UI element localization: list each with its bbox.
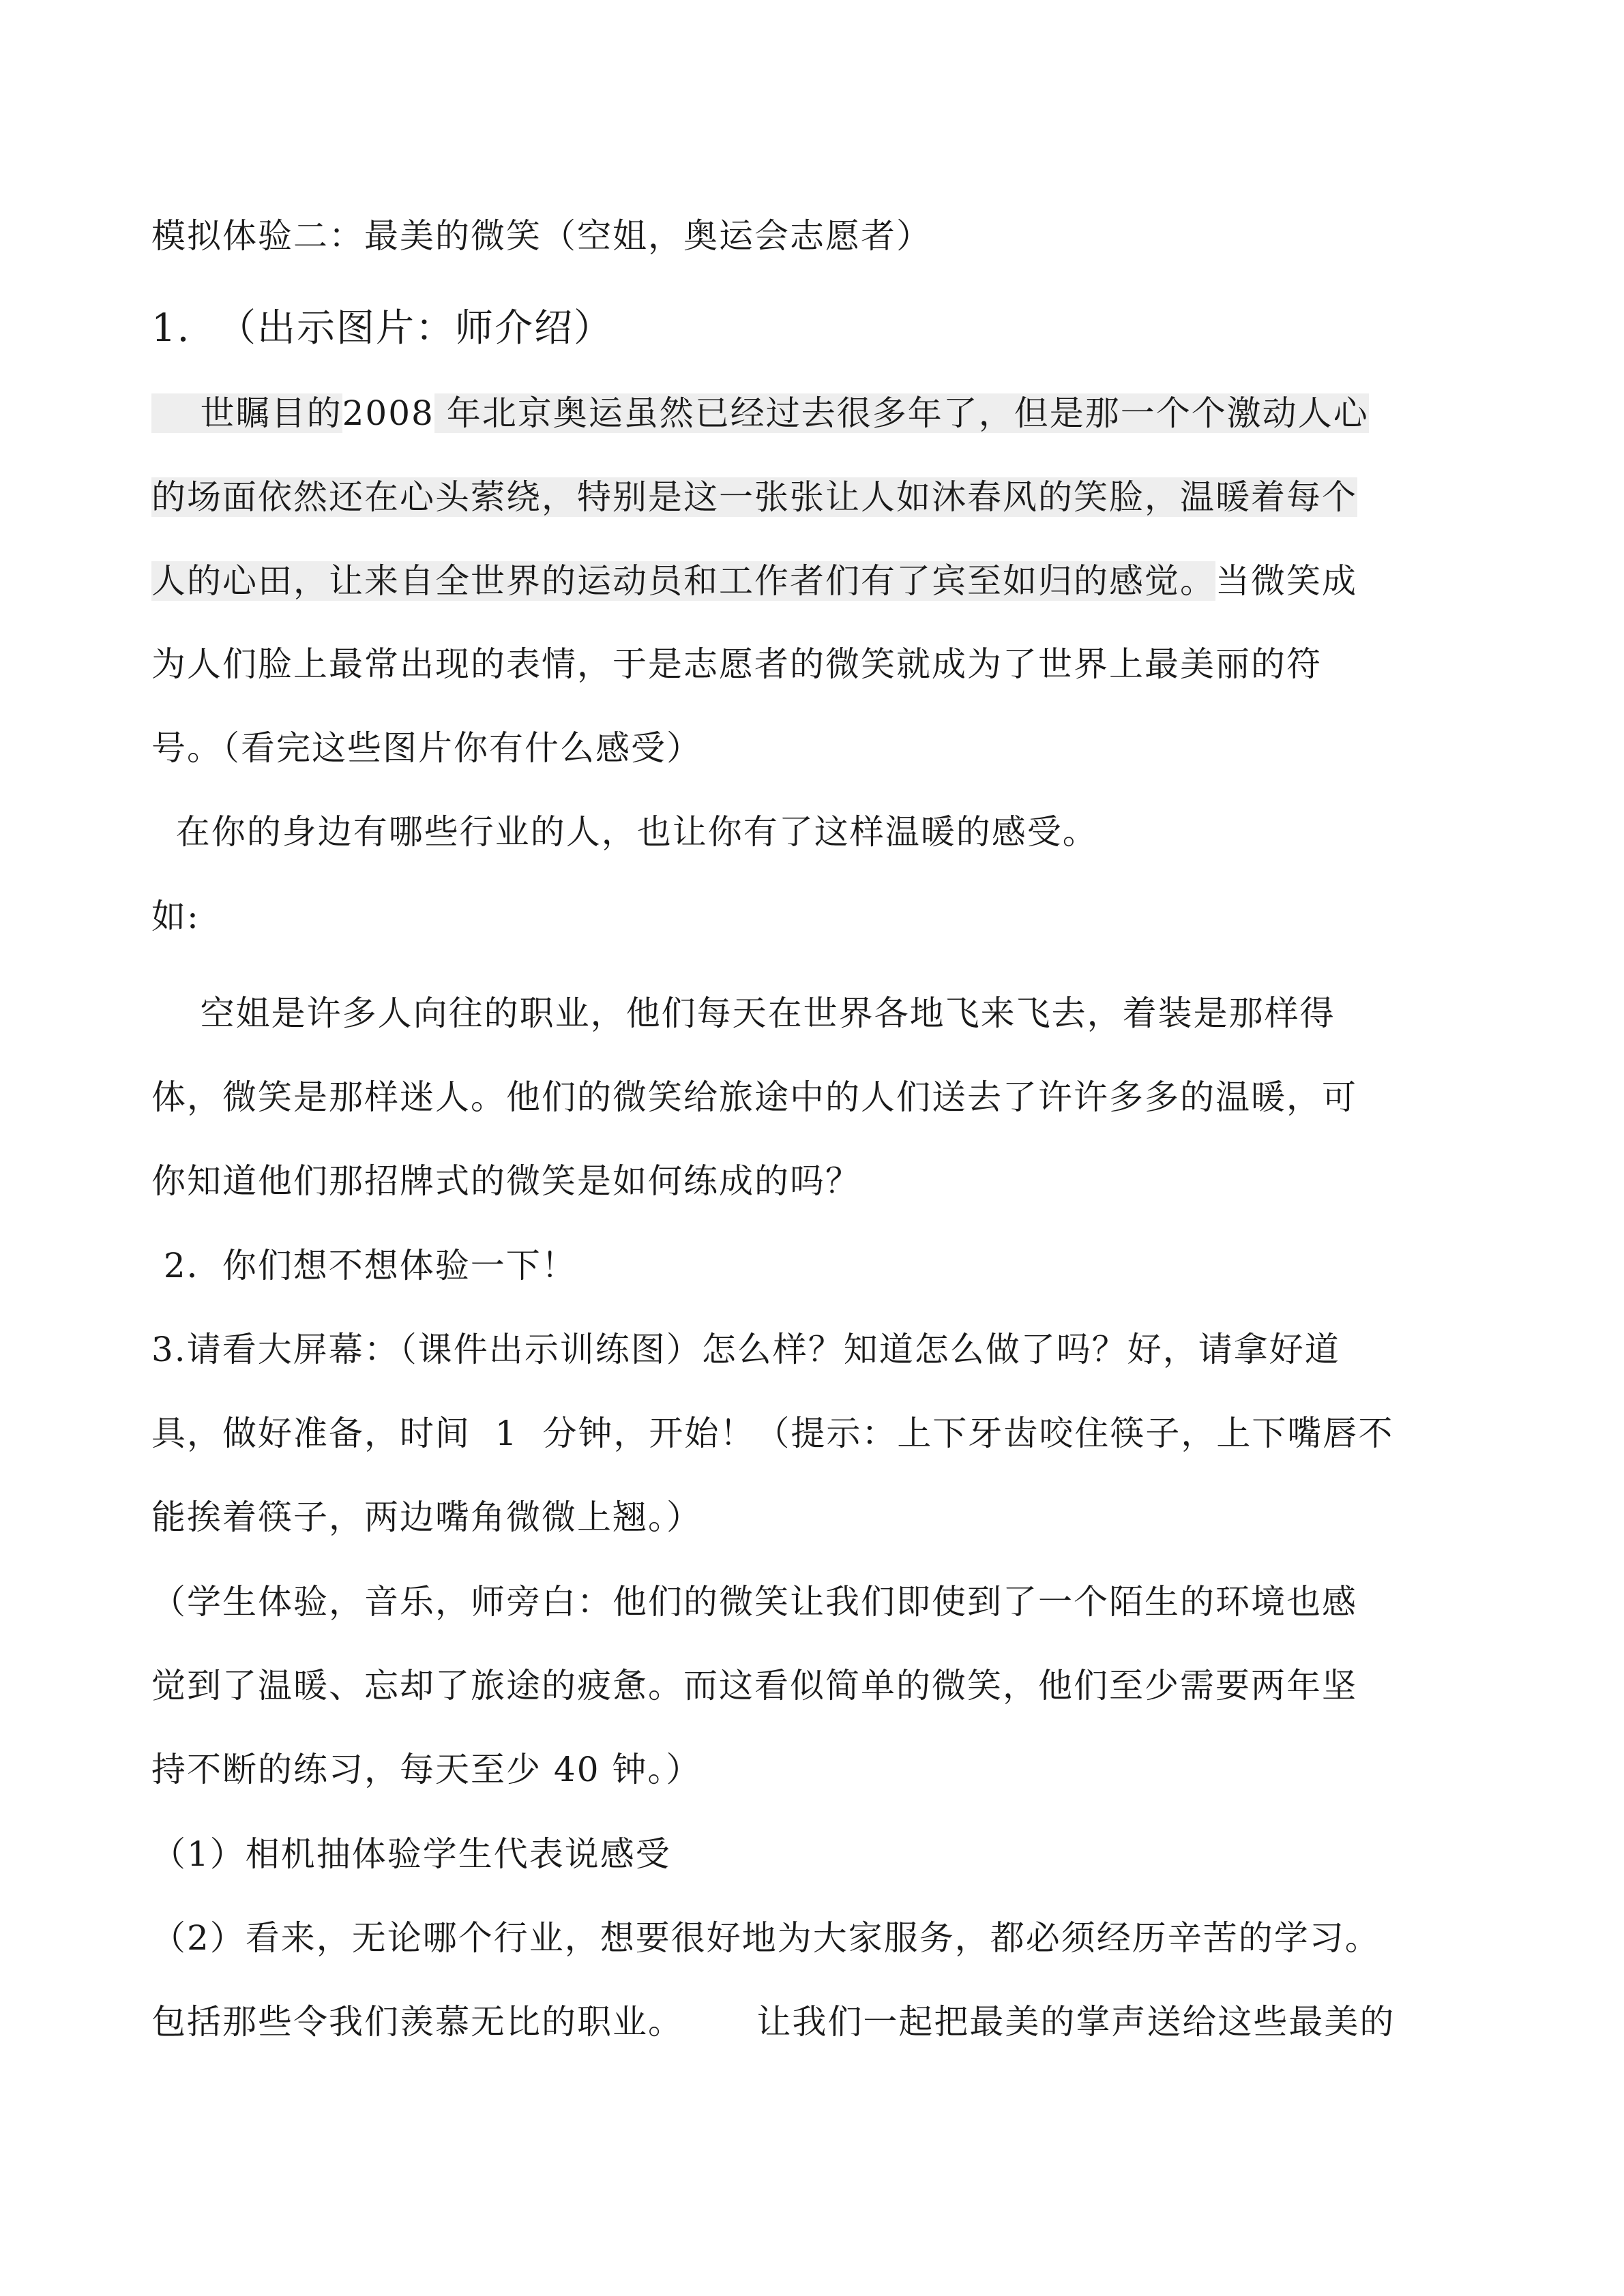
intro-line-2-text: 的场面依然还在心头萦绕，特别是这一张张让人如沐春风的笑脸，温暖着每个 [151,477,1357,517]
intro-line-2 [151,471,1357,524]
step3-line-2: 具，做好准备，时间 1 分钟，开始！（提示：上下牙齿咬住筷子，上下嘴唇不 [151,1414,1394,1453]
step2-line: 2．你们想不想体验一下！ [151,1246,577,1285]
intro-line-1-year: 2008 [342,393,434,433]
sub2-line-2: 包括那些令我们羡慕无比的职业。 让我们一起把最美的掌声送给这些最美的 [151,2002,1396,2042]
intro-line-1-indent [151,393,201,433]
step1-title: 1. （出示图片：师介绍） [151,306,614,351]
intro-line-1-c: 年北京奥运虽然已经过去很多年了，但是那一个个激动人心 [434,393,1369,433]
intro-line-5: 号。（看完这些图片你有什么感受） [151,728,702,768]
intro-line-3-rest: 当微笑成 [1215,561,1357,601]
experience-line-1: （学生体验，音乐，师旁白：他们的微笑让我们即使到了一个陌生的环境也感 [151,1582,1357,1622]
stewardess-line-3: 你知道他们那招牌式的微笑是如何练成的吗？ [151,1161,861,1201]
intro-line-4: 为人们脸上最常出现的表情，于是志愿者的微笑就成为了世界上最美丽的符 [151,644,1322,684]
step3-line-1: 3.请看大屏幕：（课件出示训练图）怎么样？知道怎么做了吗？好，请拿好道 [151,1330,1340,1369]
experience-line-3: 持不断的练习，每天至少 40 钟。） [151,1750,702,1789]
intro-line-3-highlight: 人的心田，让来自全世界的运动员和工作者们有了宾至如归的感觉。 [151,561,1215,601]
intro-line-3 [151,554,1357,608]
intro-line-1 [151,387,1369,440]
example-label: 如: [151,897,200,936]
stewardess-line-1: 空姐是许多人向往的职业，他们每天在世界各地飞来飞去，着装是那样得 [151,994,1335,1033]
question-line: 在你的身边有哪些行业的人，也让你有了这样温暖的感受。 [151,812,1098,852]
intro-line-1-a: 世瞩目的 [200,393,342,433]
sub2-line-1: （2）看来，无论哪个行业，想要很好地为大家服务，都必须经历辛苦的学习。 [151,1918,1381,1958]
stewardess-line-2: 体，微笑是那样迷人。他们的微笑给旅途中的人们送去了许许多多的温暖，可 [151,1077,1357,1117]
experience-line-2: 觉到了温暖、忘却了旅途的疲惫。而这看似简单的微笑，他们至少需要两年坚 [151,1666,1357,1705]
sub1-line: （1）相机抽体验学生代表说感受 [151,1834,671,1874]
heading: 模拟体验二：最美的微笑（空姐，奥运会志愿者） [151,216,932,256]
step3-line-3: 能挨着筷子，两边嘴角微微上翘。） [151,1497,702,1537]
